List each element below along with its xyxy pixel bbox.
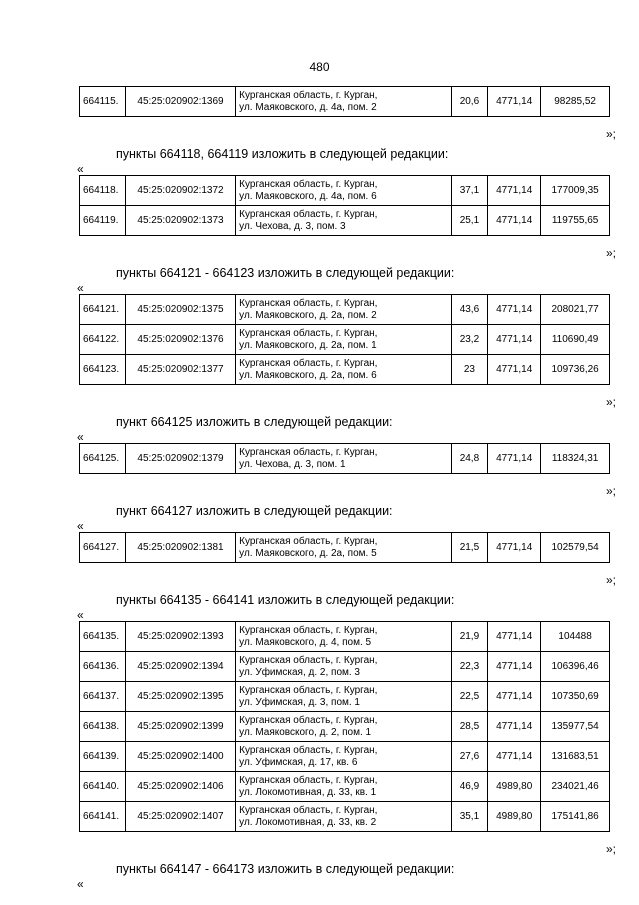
area-cell: 35,1	[451, 802, 487, 832]
address-line: Курганская область, г. Курган,	[239, 535, 378, 547]
value-cell: 177009,35	[541, 176, 610, 206]
close-mark: »;	[605, 395, 616, 409]
table-row	[80, 325, 610, 355]
cadastral-number-cell: 45:25:020902:1406	[125, 772, 235, 802]
rate-cell: 4771,14	[488, 652, 541, 682]
document-body	[77, 86, 616, 891]
cadastral-number-cell: 45:25:020902:1395	[125, 682, 235, 712]
item-number-cell: 664127.	[80, 533, 126, 563]
amendment-instruction: пункты 664118, 664119 изложить в следующей редакции:	[116, 147, 449, 161]
address-line: ул. Маяковского, д. 4а, пом. 6	[239, 190, 377, 202]
address-cell	[236, 206, 452, 236]
value-cell: 131683,51	[541, 742, 610, 772]
value-cell: 118324,31	[541, 444, 610, 474]
area-cell: 20,6	[451, 87, 487, 117]
amendment-table	[79, 532, 610, 563]
value-cell: 135977,54	[541, 712, 610, 742]
amendment-instruction: пункты 664135 - 664141 изложить в следующей редакции:	[116, 593, 455, 607]
close-mark: »;	[605, 842, 616, 856]
address-line: Курганская область, г. Курган,	[239, 178, 378, 190]
item-number-cell: 664118.	[80, 176, 126, 206]
rate-cell: 4771,14	[488, 533, 541, 563]
address-cell	[236, 444, 452, 474]
amendment-table	[79, 294, 610, 385]
table-row	[80, 712, 610, 742]
cadastral-number-cell: 45:25:020902:1393	[125, 622, 235, 652]
item-number-cell: 664140.	[80, 772, 126, 802]
rate-cell: 4771,14	[488, 622, 541, 652]
rate-cell: 4771,14	[488, 742, 541, 772]
table-row	[80, 682, 610, 712]
area-cell: 27,6	[451, 742, 487, 772]
rate-cell: 4771,14	[488, 444, 541, 474]
area-cell: 46,9	[451, 772, 487, 802]
address-line: ул. Чехова, д. 3, пом. 1	[239, 458, 346, 470]
table-row	[80, 206, 610, 236]
address-line: ул. Маяковского, д. 2, пом. 1	[239, 726, 372, 738]
table-row	[80, 87, 610, 117]
address-cell	[236, 176, 452, 206]
cadastral-number-cell: 45:25:020902:1372	[125, 176, 235, 206]
area-cell: 22,3	[451, 652, 487, 682]
open-quote: «	[77, 519, 84, 533]
value-cell: 104488	[541, 622, 610, 652]
item-number-cell: 664122.	[80, 325, 126, 355]
item-number-cell: 664138.	[80, 712, 126, 742]
table-row	[80, 295, 610, 325]
item-number-cell: 664115.	[80, 87, 126, 117]
amendment-table	[79, 443, 610, 474]
close-mark: »;	[605, 484, 616, 498]
item-number-cell: 664136.	[80, 652, 126, 682]
address-line: Курганская область, г. Курган,	[239, 446, 378, 458]
amendment-instruction: пункты 664121 - 664123 изложить в следующей редакции:	[116, 266, 455, 280]
rate-cell: 4989,80	[488, 802, 541, 832]
amendment-table	[79, 621, 610, 832]
amendment-instruction: пункт 664127 изложить в следующей редакции:	[116, 504, 393, 518]
rate-cell: 4771,14	[488, 206, 541, 236]
area-cell: 23	[451, 355, 487, 385]
address-line: ул. Маяковского, д. 2а, пом. 5	[239, 547, 377, 559]
rate-cell: 4771,14	[488, 87, 541, 117]
close-mark: »;	[605, 573, 616, 587]
address-line: ул. Локомотивная, д. 33, кв. 2	[239, 816, 377, 828]
value-cell: 109736,26	[541, 355, 610, 385]
item-number-cell: 664125.	[80, 444, 126, 474]
address-line: Курганская область, г. Курган,	[239, 684, 378, 696]
address-line: Курганская область, г. Курган,	[239, 357, 378, 369]
rate-cell: 4771,14	[488, 325, 541, 355]
area-cell: 21,5	[451, 533, 487, 563]
cadastral-number-cell: 45:25:020902:1407	[125, 802, 235, 832]
address-line: ул. Маяковского, д. 2а, пом. 6	[239, 369, 377, 381]
area-cell: 25,1	[451, 206, 487, 236]
close-mark: »;	[605, 246, 616, 260]
rate-cell: 4771,14	[488, 176, 541, 206]
open-quote: «	[77, 281, 84, 295]
value-cell: 106396,46	[541, 652, 610, 682]
item-number-cell: 664121.	[80, 295, 126, 325]
address-cell	[236, 772, 452, 802]
value-cell: 110690,49	[541, 325, 610, 355]
address-line: Курганская область, г. Курган,	[239, 654, 378, 666]
cadastral-number-cell: 45:25:020902:1394	[125, 652, 235, 682]
amendment-table	[79, 175, 610, 236]
address-cell	[236, 712, 452, 742]
open-quote: «	[77, 608, 84, 622]
address-cell	[236, 87, 452, 117]
rate-cell: 4771,14	[488, 355, 541, 385]
table-row	[80, 176, 610, 206]
cadastral-number-cell: 45:25:020902:1373	[125, 206, 235, 236]
cadastral-number-cell: 45:25:020902:1376	[125, 325, 235, 355]
rate-cell: 4771,14	[488, 682, 541, 712]
table-row	[80, 652, 610, 682]
area-cell: 37,1	[451, 176, 487, 206]
value-cell: 175141,86	[541, 802, 610, 832]
table-row	[80, 533, 610, 563]
address-line: ул. Маяковского, д. 2а, пом. 1	[239, 339, 377, 351]
item-number-cell: 664137.	[80, 682, 126, 712]
value-cell: 208021,77	[541, 295, 610, 325]
rate-cell: 4989,80	[488, 772, 541, 802]
item-number-cell: 664119.	[80, 206, 126, 236]
table-row	[80, 742, 610, 772]
cadastral-number-cell: 45:25:020902:1381	[125, 533, 235, 563]
address-line: Курганская область, г. Курган,	[239, 89, 378, 101]
area-cell: 23,2	[451, 325, 487, 355]
address-cell	[236, 682, 452, 712]
open-quote: «	[77, 162, 84, 176]
address-cell	[236, 802, 452, 832]
cadastral-number-cell: 45:25:020902:1369	[125, 87, 235, 117]
value-cell: 107350,69	[541, 682, 610, 712]
table-row	[80, 772, 610, 802]
address-line: ул. Маяковского, д. 4, пом. 5	[239, 636, 372, 648]
open-quote: «	[77, 430, 84, 444]
item-number-cell: 664123.	[80, 355, 126, 385]
page-number: 480	[309, 60, 330, 74]
area-cell: 22,5	[451, 682, 487, 712]
address-line: ул. Уфимская, д. 17, кв. 6	[239, 756, 358, 768]
address-cell	[236, 742, 452, 772]
address-line: ул. Уфимская, д. 2, пом. 3	[239, 666, 360, 678]
address-line: Курганская область, г. Курган,	[239, 297, 378, 309]
amendment-instruction: пункт 664125 изложить в следующей редакции:	[116, 415, 393, 429]
area-cell: 21,9	[451, 622, 487, 652]
table-row	[80, 444, 610, 474]
address-line: Курганская область, г. Курган,	[239, 744, 378, 756]
item-number-cell: 664139.	[80, 742, 126, 772]
address-line: Курганская область, г. Курган,	[239, 327, 378, 339]
area-cell: 24,8	[451, 444, 487, 474]
address-line: Курганская область, г. Курган,	[239, 774, 378, 786]
value-cell: 98285,52	[541, 87, 610, 117]
address-line: ул. Маяковского, д. 2а, пом. 2	[239, 309, 377, 321]
address-line: Курганская область, г. Курган,	[239, 804, 378, 816]
amendment-table	[79, 86, 610, 117]
address-cell	[236, 652, 452, 682]
cadastral-number-cell: 45:25:020902:1379	[125, 444, 235, 474]
close-mark: »;	[605, 127, 616, 141]
address-line: Курганская область, г. Курган,	[239, 714, 378, 726]
rate-cell: 4771,14	[488, 712, 541, 742]
area-cell: 28,5	[451, 712, 487, 742]
address-line: Курганская область, г. Курган,	[239, 208, 378, 220]
value-cell: 234021,46	[541, 772, 610, 802]
address-line: ул. Локомотивная, д. 33, кв. 1	[239, 786, 377, 798]
table-row	[80, 802, 610, 832]
amendment-instruction: пункты 664147 - 664173 изложить в следующей редакции:	[116, 862, 455, 876]
address-cell	[236, 355, 452, 385]
address-line: ул. Маяковского, д. 4а, пом. 2	[239, 101, 377, 113]
cadastral-number-cell: 45:25:020902:1377	[125, 355, 235, 385]
value-cell: 119755,65	[541, 206, 610, 236]
value-cell: 102579,54	[541, 533, 610, 563]
open-quote: «	[77, 877, 84, 891]
address-cell	[236, 622, 452, 652]
cadastral-number-cell: 45:25:020902:1399	[125, 712, 235, 742]
cadastral-number-cell: 45:25:020902:1400	[125, 742, 235, 772]
table-row	[80, 622, 610, 652]
cadastral-number-cell: 45:25:020902:1375	[125, 295, 235, 325]
address-cell	[236, 295, 452, 325]
rate-cell: 4771,14	[488, 295, 541, 325]
item-number-cell: 664135.	[80, 622, 126, 652]
address-line: Курганская область, г. Курган,	[239, 624, 378, 636]
address-line: ул. Уфимская, д. 3, пом. 1	[239, 696, 360, 708]
address-line: ул. Чехова, д. 3, пом. 3	[239, 220, 346, 232]
area-cell: 43,6	[451, 295, 487, 325]
address-cell	[236, 533, 452, 563]
address-cell	[236, 325, 452, 355]
item-number-cell: 664141.	[80, 802, 126, 832]
table-row	[80, 355, 610, 385]
